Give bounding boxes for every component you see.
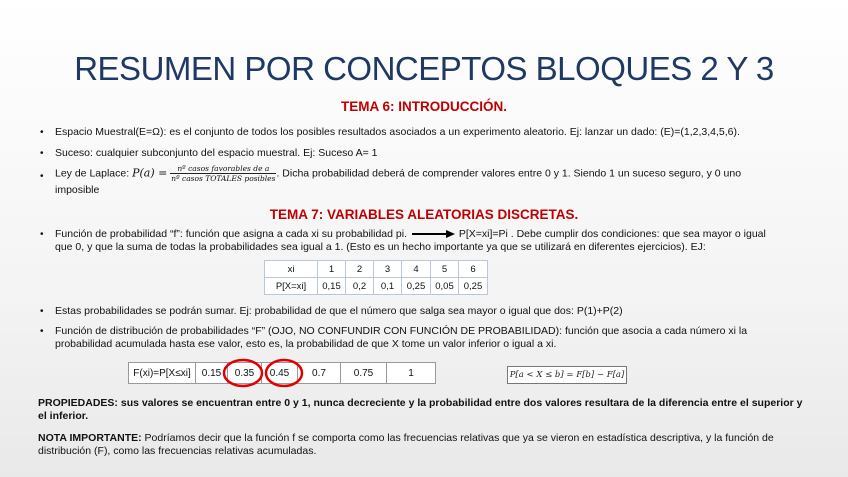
table-cell: 5 bbox=[431, 261, 459, 278]
funcion-prob-text: Función de probabilidad “f”: función que asigna a cada xi su probabilidad pi. bbox=[55, 228, 407, 240]
table-cell: 0,2 bbox=[346, 278, 374, 295]
distribucion-line1: Función de distribución de probabilidades “F” (OJO, NO CONFUNDIR CON FUNCIÓN DE PROBABILIDAD): función que asocia a cada número xi la bbox=[55, 325, 748, 337]
bullet-dot: • bbox=[40, 326, 44, 337]
table-cell: 0.45 bbox=[262, 363, 298, 384]
tema6-heading: TEMA 6: INTRODUCCIÓN. bbox=[341, 99, 507, 114]
table-cell: 0,05 bbox=[431, 278, 459, 295]
red-circle-annotation bbox=[266, 360, 302, 386]
funcion-prob-line2: que 0, y que la suma de todas la probabilidades sea igual a 1. (Esto es un hecho importante ya que se utilizará en diferentes ejercicios). EJ: bbox=[55, 241, 706, 253]
laplace-denominator: nº casos TOTALES posibles bbox=[171, 174, 276, 183]
bullet-dot: • bbox=[40, 171, 44, 182]
table-cell: 0,15 bbox=[318, 278, 346, 295]
table-cell: F(xi)=P[X≤xi] bbox=[129, 363, 196, 384]
laplace-numerator: nº casos favorables de a bbox=[170, 164, 276, 174]
table-cell: 0.75 bbox=[341, 363, 387, 384]
laplace-prefix: Ley de Laplace: bbox=[55, 167, 133, 180]
distribucion-line2: probabilidad acumulada hasta ese valor, esto es, la probabilidad de que X tome un valor inferior o igual a xi. bbox=[55, 338, 557, 350]
table-cell: 0.15 bbox=[196, 363, 228, 384]
table-cell: xi bbox=[265, 261, 318, 278]
laplace-line2: imposible bbox=[55, 184, 100, 196]
table-cell: 4 bbox=[402, 261, 431, 278]
laplace-suffix: . Dicha probabilidad deberá de comprender valores entre 0 y 1. Siendo 1 un suceso seguro, y 0 uno bbox=[276, 167, 742, 180]
table-cell: 2 bbox=[346, 261, 374, 278]
table-cell: 0,1 bbox=[374, 278, 402, 295]
bullet-dot: • bbox=[40, 306, 44, 317]
nota-label: NOTA IMPORTANTE: bbox=[38, 432, 142, 444]
nota-paragraph bbox=[38, 432, 808, 458]
suma-text: Estas probabilidades se podrán sumar. Ej: probabilidad de que el número que salga sea mayor o igual que dos: P(1)+P(2) bbox=[55, 305, 623, 317]
nota-text: Podríamos decir que la función f se comporta como las frecuencias relativas que ya se vieron en estadística descriptiva, y la función de distribución (F), como las frecuencias relativas acumuladas. bbox=[38, 432, 774, 457]
red-circle-annotation bbox=[224, 360, 262, 386]
propiedades-text: sus valores se encuentran entre 0 y 1, nunca decreciente y la probabilidad entre dos valores resultara de la diferencia entre el superior y el inferior. bbox=[38, 397, 803, 422]
table-cell: 6 bbox=[459, 261, 488, 278]
table-cell: 1 bbox=[387, 363, 436, 384]
table-cell: 0.7 bbox=[298, 363, 341, 384]
tema7-heading: TEMA 7: VARIABLES ALEATORIAS DISCRETAS. bbox=[269, 207, 579, 222]
funcion-prob-condition: P[X=xi]=Pi . Debe cumplir dos condiciones: que sea mayor o igual bbox=[458, 228, 766, 240]
bullet-dot: • bbox=[40, 127, 44, 138]
laplace-pa: P(a) = bbox=[132, 166, 168, 180]
table-cell: P[X=xi] bbox=[265, 278, 318, 295]
bullet-dot: • bbox=[40, 229, 44, 240]
suceso-text: Suceso: cualquier subconjunto del espacio muestral. Ej: Suceso A= 1 bbox=[55, 147, 378, 159]
table-cell: 0,25 bbox=[402, 278, 431, 295]
table-cell: 0.35 bbox=[228, 363, 262, 384]
bullet-dot: • bbox=[40, 148, 44, 159]
slide-title: RESUMEN POR CONCEPTOS BLOQUES 2 Y 3 bbox=[74, 50, 774, 87]
table-cell: 1 bbox=[318, 261, 346, 278]
propiedades-paragraph bbox=[38, 397, 808, 423]
espacio-muestral-text: Espacio Muestral(E=Ω): es el conjunto de todos los posibles resultados asociados a un experimento aleatorio. Ej: lanzar un dado: (E)=(1,2,3,4,5,6). bbox=[55, 126, 740, 138]
propiedades-label: PROPIEDADES: bbox=[38, 397, 118, 409]
table-cell: 3 bbox=[374, 261, 402, 278]
formula-box: P[a < X ≤ b] = F[b] − F[a] bbox=[507, 366, 627, 384]
table-cell: 0,25 bbox=[459, 278, 488, 295]
